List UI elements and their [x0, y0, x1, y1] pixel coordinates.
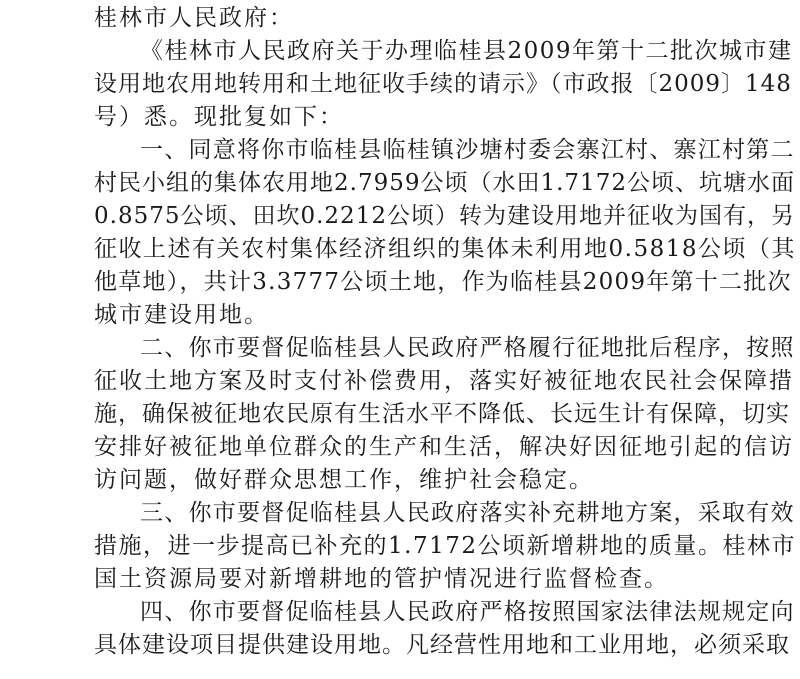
body-line: 访问题，做好群众思想工作，维护社会稳定。 [94, 467, 594, 493]
body-line: 四、你市要督促临桂县人民政府严格按照国家法律法规规定向 [140, 599, 795, 625]
body-line: 三、你市要督促临桂县人民政府落实补充耕地方案，采取有效 [140, 500, 795, 526]
body-line: 具体建设项目提供建设用地。凡经营性用地和工业用地，必须采取 [94, 632, 790, 658]
body-line: 村民小组的集体农用地2.7959公顷（水田1.7172公顷、坑塘水面 [94, 170, 795, 196]
body-line: 国土资源局要对新增耕地的管护情况进行监督检查。 [94, 566, 669, 592]
body-line: 施，确保被征地农民原有生活水平不降低、长远生计有保障，切实 [94, 401, 790, 427]
body-line: 二、你市要督促临桂县人民政府严格履行征地批后程序，按照 [140, 335, 795, 361]
body-line: 设用地农用地转用和土地征收手续的请示》（市政报〔2009〕148 [94, 71, 792, 97]
body-line: 他草地），共计3.3777公顷土地，作为临桂县2009年第十二批次 [94, 269, 792, 295]
body-line: 一、同意将你市临桂县临桂镇沙塘村委会寨江村、寨江村第二 [140, 137, 795, 163]
body-line: 号）悉。现批复如下： [94, 104, 344, 130]
salutation-line: 桂林市人民政府： [94, 5, 294, 31]
body-line: 安排好被征地单位群众的生产和生活，解决好因征地引起的信访 [94, 434, 794, 460]
body-line: 措施，进一步提高已补充的1.7172公顷新增耕地的质量。桂林市 [94, 533, 796, 559]
body-line: 征收上述有关农村集体经济组织的集体未利用地0.5818公顷（其 [94, 236, 796, 262]
body-line: 《桂林市人民政府关于办理临桂县2009年第十二批次城市建 [140, 38, 793, 64]
body-line: 0.8575公顷、田坎0.2212公顷）转为建设用地并征收为国有，另 [94, 203, 795, 229]
body-line: 城市建设用地。 [94, 302, 269, 328]
body-line: 征收土地方案及时支付补偿费用，落实好被征地农民社会保障措 [94, 368, 794, 394]
